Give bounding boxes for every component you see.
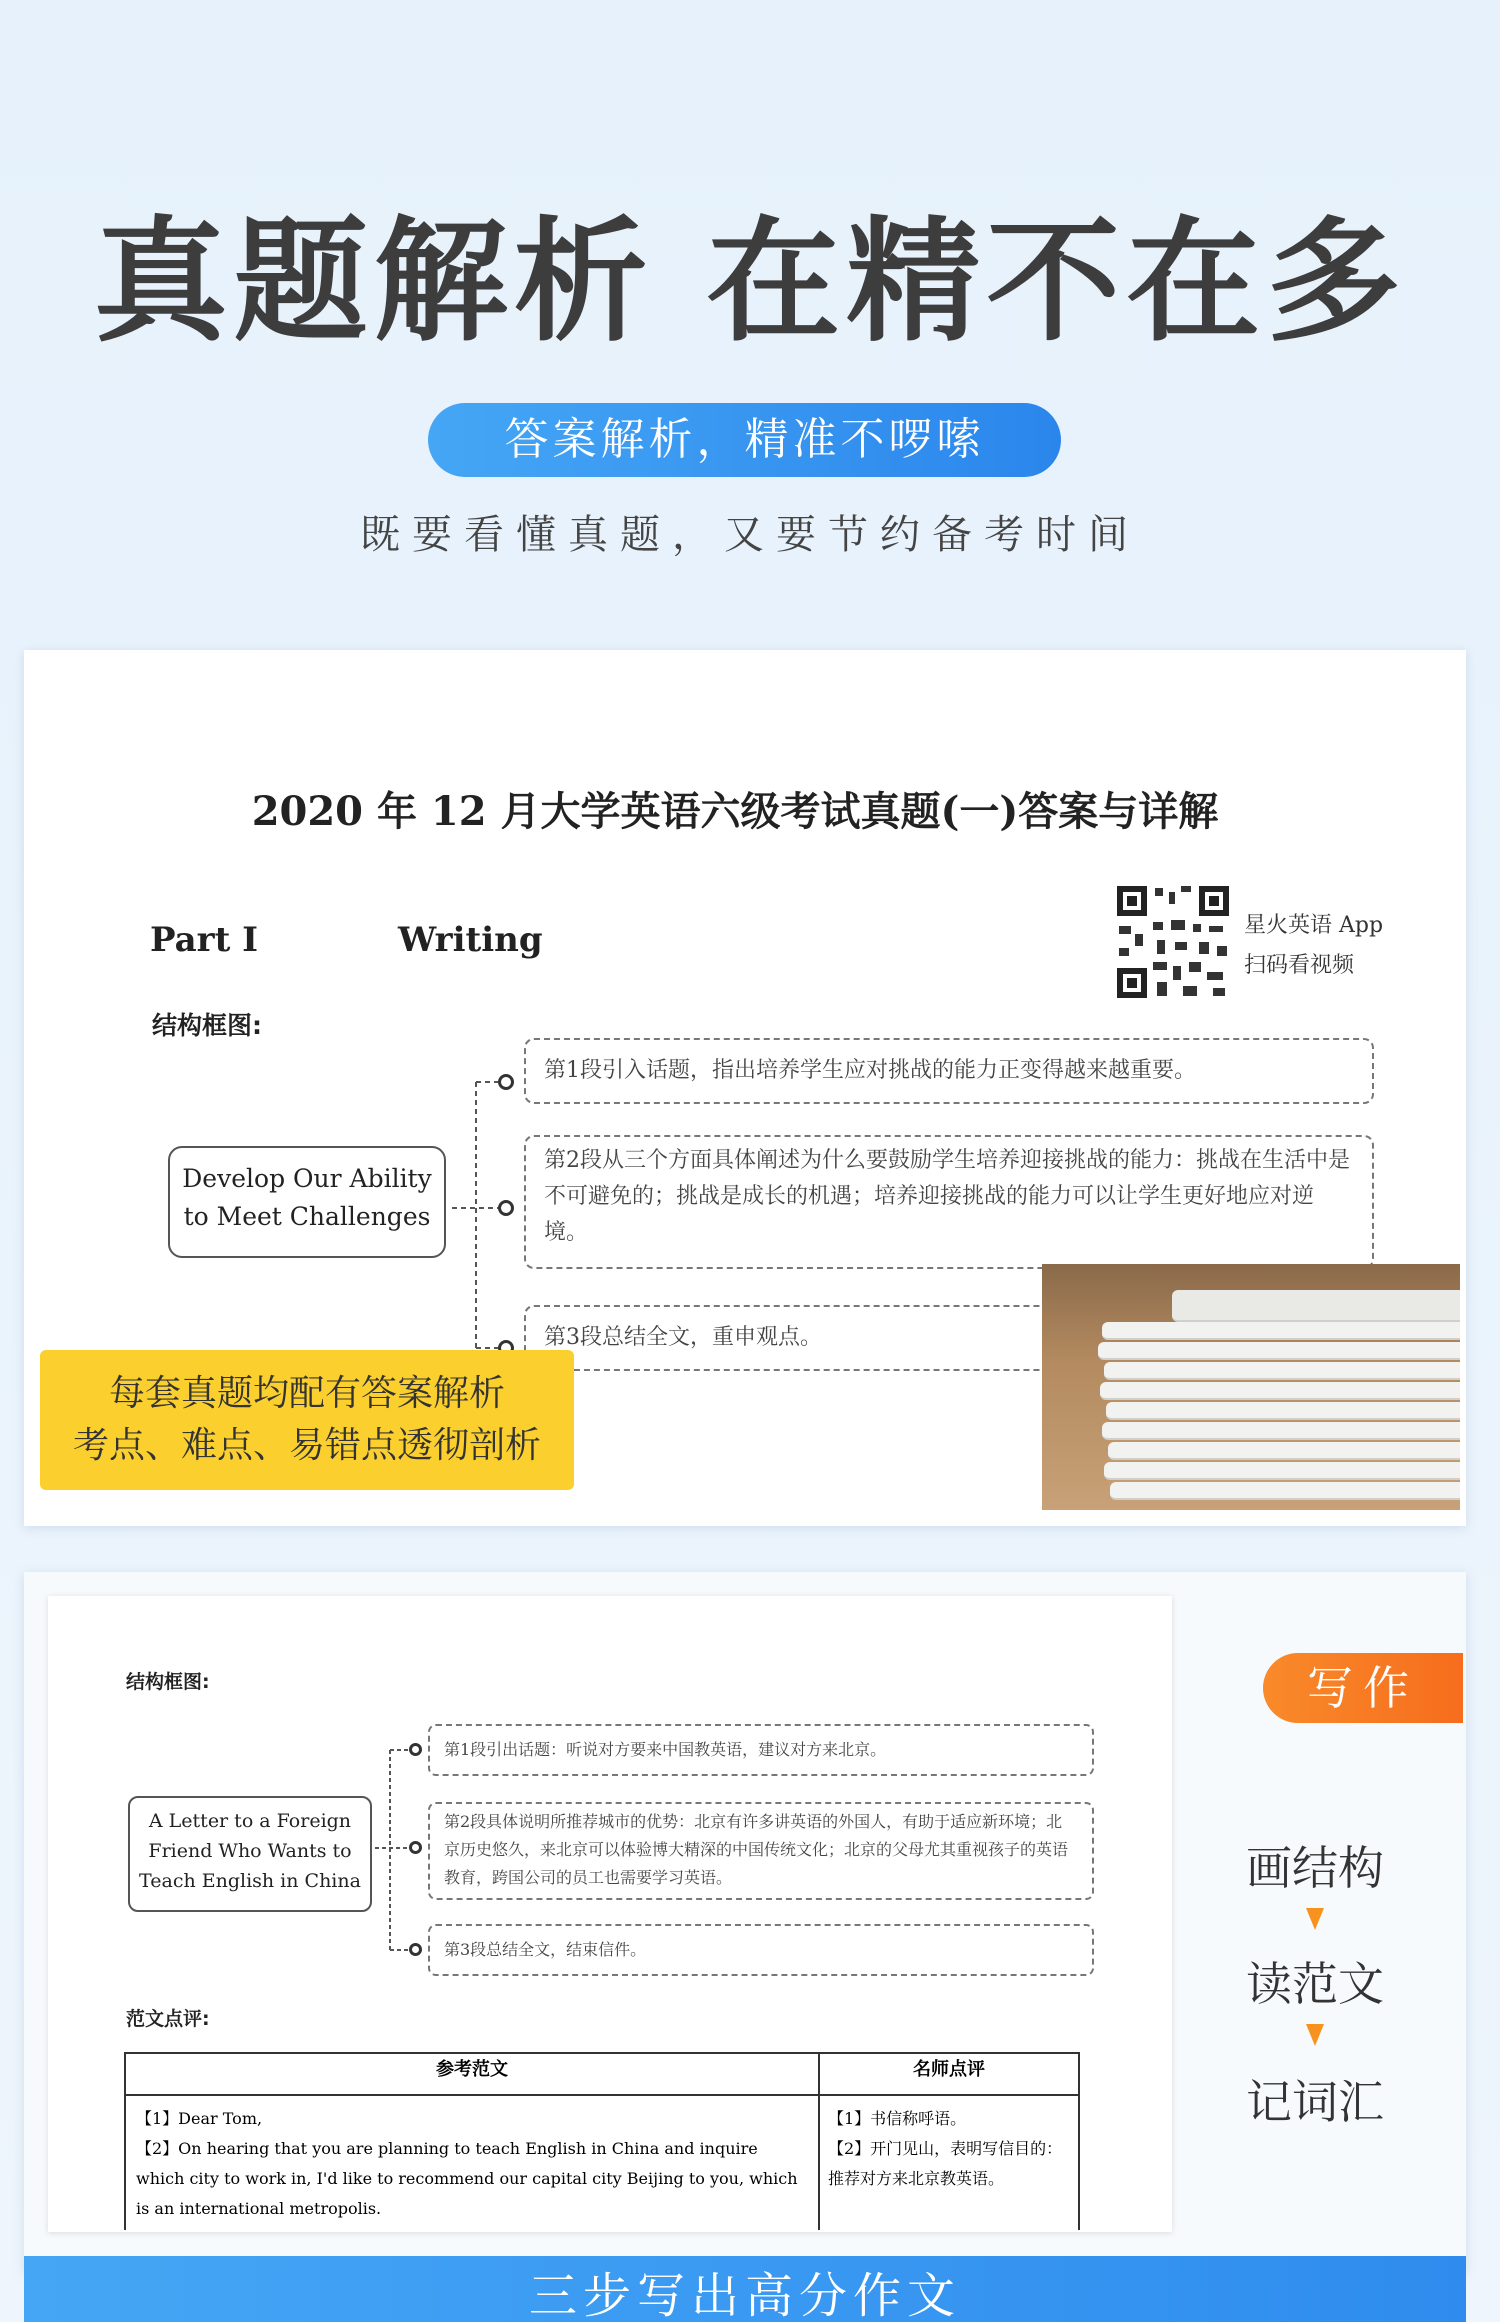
step-2-read-essay: 读范文 xyxy=(1246,1957,1384,2011)
review-cell xyxy=(819,2095,1079,2230)
essay-line-2: 【2】On hearing that you are planning to teach English in China and inquire which city to work in, I'd like to recommend our capital city Beijing to you, which is an international metropolis. xyxy=(136,2139,798,2218)
central-topic-2-line-3: Teach English in China xyxy=(139,1870,361,1892)
central-topic-box-2 xyxy=(128,1796,372,1912)
central-topic-line-1: Develop Our Ability xyxy=(182,1164,432,1193)
review-column-header: 名师点评 xyxy=(819,2053,1079,2095)
central-topic-2-line-1: A Letter to a Foreign xyxy=(148,1810,352,1832)
review-label: 范文点评: xyxy=(126,2008,210,2030)
highlight-tag-line-1: 每套真题均配有答案解析 xyxy=(108,1373,505,1414)
paragraph-2-3-box xyxy=(428,1924,1094,1976)
paper-stack-photo xyxy=(1042,1264,1460,1510)
part-label: Part Ⅰ xyxy=(150,920,259,960)
paragraph-1-box xyxy=(524,1038,1374,1104)
review-line-1: 【1】书信称呼语。 xyxy=(828,2109,967,2128)
step-1-draw-structure: 画结构 xyxy=(1246,1841,1384,1895)
connector-node-2-1 xyxy=(409,1743,422,1756)
essay-line-1: 【1】Dear Tom, xyxy=(136,2109,263,2128)
paragraph-3-text: 第3段总结全文，重申观点。 xyxy=(544,1325,822,1350)
paragraph-2-text: 第2段从三个方面具体阐述为什么要鼓励学生培养迎接挑战的能力：挑战在生活中是不可避免的；挑战是成长的机遇；培养迎接挑战的能力可以让学生更好地应对逆境。 xyxy=(544,1148,1350,1245)
writing-tab: 写作 xyxy=(1263,1653,1463,1723)
central-topic-2-line-2: Friend Who Wants to xyxy=(148,1840,352,1862)
main-headline: 真题解析 在精不在多 xyxy=(93,204,1407,360)
qr-caption-video: 扫码看视频 xyxy=(1244,953,1355,978)
feature-subline: 既要看懂真题，又要节约备考时间 xyxy=(360,512,1140,558)
connector-node-2 xyxy=(498,1200,514,1216)
doc-title: 2020 年 12 月大学英语六级考试真题(一)答案与详解 xyxy=(251,788,1219,835)
paragraph-2-box xyxy=(524,1135,1374,1269)
qr-caption-app: 星火英语 App xyxy=(1244,913,1384,938)
essay-table xyxy=(124,2052,1080,2230)
step-arrow-1 xyxy=(1306,1908,1324,1930)
framework-label: 结构框图: xyxy=(152,1011,262,1040)
review-line-2: 【2】开门见山，表明写信目的：推荐对方来北京教英语。 xyxy=(828,2139,1063,2188)
paragraph-1-text: 第1段引入话题，指出培养学生应对挑战的能力正变得越来越重要。 xyxy=(544,1058,1196,1083)
paragraph-2-2-text: 第2段具体说明所推荐城市的优势：北京有许多讲英语的外国人，有助于适应新环境；北京历史悠久，来北京可以体验博大精深的中国传统文化；北京的父母尤其重视孩子的英语教育，跨国公司的员工也需要学习英语。 xyxy=(444,1812,1069,1887)
paragraph-2-1-box xyxy=(428,1724,1094,1776)
highlight-tag-line-2: 考点、难点、易错点透彻剖析 xyxy=(72,1425,541,1466)
connector-node-1 xyxy=(498,1074,514,1090)
essay-column-header: 参考范文 xyxy=(125,2053,819,2095)
part-name: Writing xyxy=(398,920,543,960)
connector-node-2-3 xyxy=(409,1943,422,1956)
feature-pill: 答案解析，精准不啰嗦 xyxy=(428,403,1061,477)
essay-cell xyxy=(125,2095,819,2230)
framework-label-2: 结构框图: xyxy=(126,1671,210,1693)
footer-banner: 三步写出高分作文 xyxy=(24,2256,1466,2322)
step-3-memorize-vocab: 记词汇 xyxy=(1246,2075,1384,2129)
central-topic-box xyxy=(168,1146,446,1258)
paragraph-2-2-box xyxy=(428,1802,1094,1900)
step-arrow-2 xyxy=(1306,2024,1324,2046)
paragraph-2-1-text: 第1段引出话题：听说对方要来中国教英语，建议对方来北京。 xyxy=(444,1740,887,1759)
central-topic-line-2: to Meet Challenges xyxy=(183,1202,431,1231)
paragraph-2-3-text: 第3段总结全文，结束信件。 xyxy=(444,1940,647,1959)
highlight-tag xyxy=(40,1350,574,1490)
qr-code-icon xyxy=(1113,882,1233,1002)
connector-node-2-2 xyxy=(409,1841,422,1854)
